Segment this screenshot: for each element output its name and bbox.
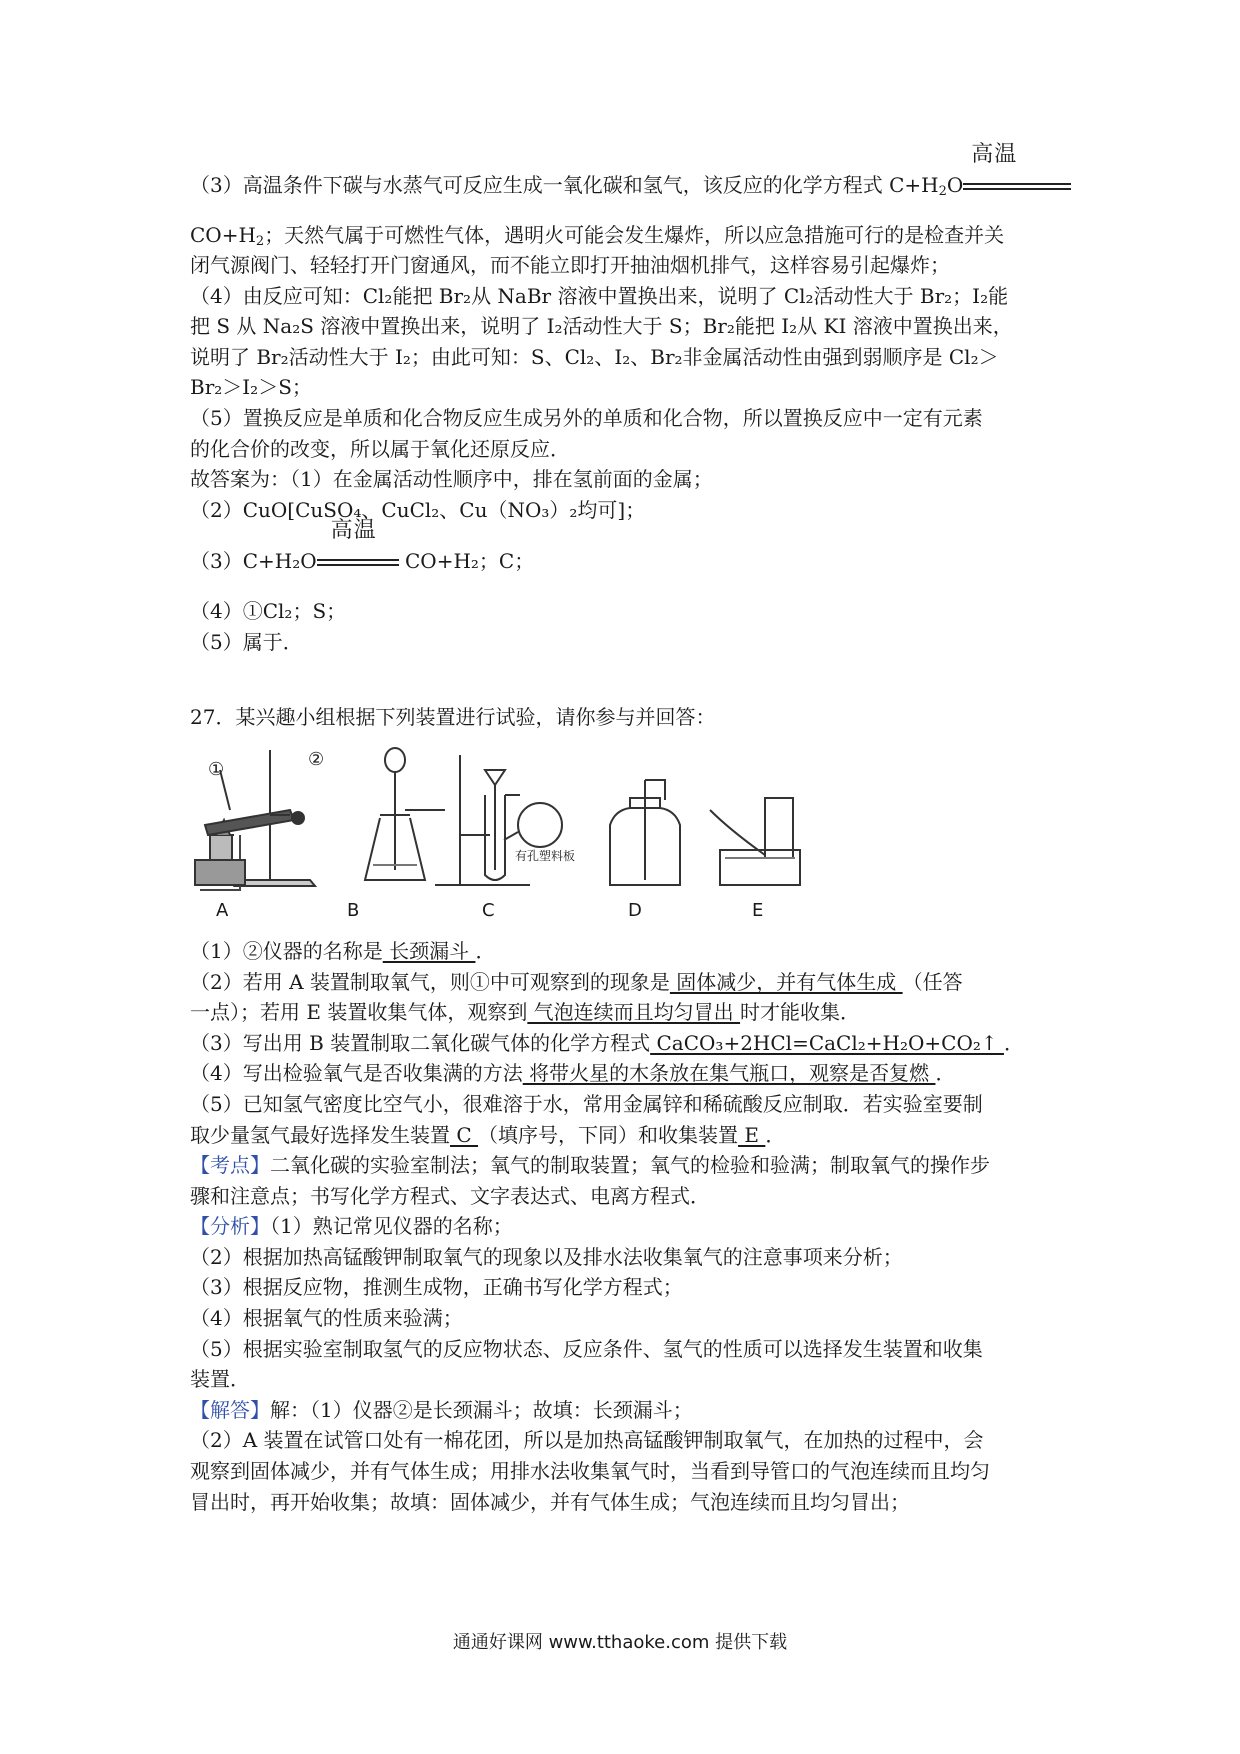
solution-p5-line2: 的化合价的改变，所以属于氧化还原反应． <box>190 437 570 461</box>
figure-label-d: D <box>628 900 642 921</box>
q27-sub5-line2: 取少量氢气最好选择发生装置 C （填序号，下同）和收集装置 E ． <box>190 1123 786 1147</box>
kaodian-line2: 骤和注意点；书写化学方程式、文字表达式、电离方程式． <box>190 1184 710 1208</box>
figure-label-b: B <box>347 900 360 921</box>
figure-label-a: A <box>216 900 229 921</box>
apparatus-figure <box>190 740 900 930</box>
answer-2: （2）CuO[CuSO₄、CuCl₂、Cu（NO₃）₂均可]； <box>190 498 646 522</box>
q27-answer-2a: 固体减少，并有气体生成 <box>669 970 903 994</box>
fenxi-line1: 【分析】（1）熟记常见仪器的名称； <box>190 1214 513 1238</box>
kaodian-tag: 【考点】 <box>190 1153 270 1177</box>
solution-p4-line4: Br₂＞I₂＞S； <box>190 375 312 399</box>
solution-p3-line1: （3）高温条件下碳与水蒸气可反应生成一氧化碳和氢气，该反应的化学方程式 $C+H_2O$ 高温 <box>190 172 1060 205</box>
fenxi-line4: （4）根据氧气的性质来验满； <box>190 1306 463 1330</box>
q27-answer-5b: E <box>738 1123 766 1147</box>
q27-sub3: （3）写出用 B 装置制取二氧化碳气体的化学方程式 CaCO₃+2HCl=CaCl₂+H₂O+CO₂↑ ． <box>190 1031 1024 1055</box>
solution-p3-line2: $CO+H_2$；天然气属于可燃性气体，遇明火可能会发生爆炸，所以应急措施可行的是检查并关 <box>190 223 1005 249</box>
figure-label-c: C <box>482 900 495 921</box>
apparatus-d <box>610 780 680 885</box>
q27-sub4: （4）写出检验氧气是否收集满的方法 将带火星的木条放在集气瓶口，观察是否复燃 ． <box>190 1061 956 1085</box>
figure-marker-2: ② <box>308 749 325 770</box>
fenxi-tag: 【分析】 <box>190 1214 270 1238</box>
solution-p4-line1: （4）由反应可知：Cl₂能把 Br₂从 NaBr 溶液中置换出来，说明了 Cl₂活动性大于 Br₂；I₂能 <box>190 284 1009 308</box>
jieda-line4: 冒出时，再开始收集；故填：固体减少，并有气体生成；气泡连续而且均匀冒出； <box>190 1490 910 1514</box>
equals-bar <box>963 183 1071 190</box>
apparatus-c <box>435 755 562 885</box>
jieda-tag: 【解答】 <box>190 1398 270 1422</box>
apparatus-e <box>710 798 800 885</box>
jieda-line2: （2）A 装置在试管口处有一棉花团，所以是加热高锰酸钾制取氧气，在加热的过程中，会 <box>190 1428 984 1452</box>
jieda-line3: 观察到固体减少，并有气体生成；用排水法收集氧气时，当看到导管口的气泡连续而且均匀 <box>190 1459 990 1483</box>
apparatus-b <box>365 748 445 880</box>
answer-intro: 故答案为：（1）在金属活动性顺序中，排在氢前面的金属； <box>190 467 713 491</box>
fenxi-line6: 装置． <box>190 1367 250 1391</box>
q27-answer-5a: C <box>450 1123 479 1147</box>
q27-answer-2b: 气泡连续而且均匀冒出 <box>527 1000 741 1024</box>
solution-p5-line1: （5）置换反应是单质和化合物反应生成另外的单质和化合物，所以置换反应中一定有元素 <box>190 406 983 430</box>
fenxi-line2: （2）根据加热高锰酸钾制取氧气的现象以及排水法收集氧气的注意事项来分析； <box>190 1245 903 1269</box>
solution-p3-line3: 闭气源阀门、轻轻打开门窗通风，而不能立即打开抽油烟机排气，这样容易引起爆炸； <box>190 253 950 277</box>
plate-label: 有孔塑料板 <box>515 849 576 863</box>
page-footer: 通通好课网 www.tthaoke.com 提供下载 <box>452 1632 788 1653</box>
fenxi-line5: （5）根据实验室制取氢气的反应物状态、反应条件、氢气的性质可以选择发生装置和收集 <box>190 1337 983 1361</box>
jieda-line1: 【解答】解：（1）仪器②是长颈漏斗；故填：长颈漏斗； <box>190 1398 693 1422</box>
q27-sub2-line2: 一点）；若用 E 装置收集气体，观察到 气泡连续而且均匀冒出 时才能收集． <box>190 1000 861 1024</box>
q27-answer-4: 将带火星的木条放在集气瓶口，观察是否复燃 <box>522 1061 936 1085</box>
fenxi-line3: （3）根据反应物，推测生成物，正确书写化学方程式； <box>190 1275 683 1299</box>
figure-label-e: E <box>752 900 764 921</box>
q27-answer-3: CaCO₃+2HCl=CaCl₂+H₂O+CO₂↑ <box>650 1031 1004 1055</box>
kaodian-line1: 【考点】二氧化碳的实验室制法；氧气的制取装置；氧气的检验和验满；制取氧气的操作步 <box>190 1153 990 1177</box>
reaction-condition: 高温 <box>963 172 1071 198</box>
figure-marker-1: ① <box>208 759 225 780</box>
answer-4: （4）①Cl₂；S； <box>190 599 347 623</box>
answer-5: （5）属于． <box>190 630 303 654</box>
solution-p4-line3: 说明了 Br₂活动性大于 I₂；由此可知：S、Cl₂、I₂、Br₂非金属活动性由强到弱顺序是 Cl₂＞ <box>190 345 999 369</box>
q27-sub5-line1: （5）已知氢气密度比空气小，很难溶于水，常用金属锌和稀硫酸反应制取．若实验室要制 <box>190 1092 983 1116</box>
reaction-condition-2: 高温 <box>317 548 399 574</box>
answer-3: （3）C+H₂O 高温 CO+H₂；C； <box>190 518 535 573</box>
equals-bar-2 <box>317 559 399 566</box>
solution-p4-line2: 把 S 从 Na₂S 溶液中置换出来，说明了 I₂活动性大于 S；Br₂能把 I₂从 KI 溶液中置换出来， <box>190 314 1013 338</box>
q27-sub2-line1: （2）若用 A 装置制取氧气，则①中可观察到的现象是 固体减少，并有气体生成 （任答 <box>190 970 963 994</box>
q27-answer-1: 长颈漏斗 <box>382 939 476 963</box>
q27-sub1: （1）②仪器的名称是 长颈漏斗 ． <box>190 939 496 963</box>
q27-stem: 27．某兴趣小组根据下列装置进行试验，请你参与并回答： <box>190 705 716 729</box>
